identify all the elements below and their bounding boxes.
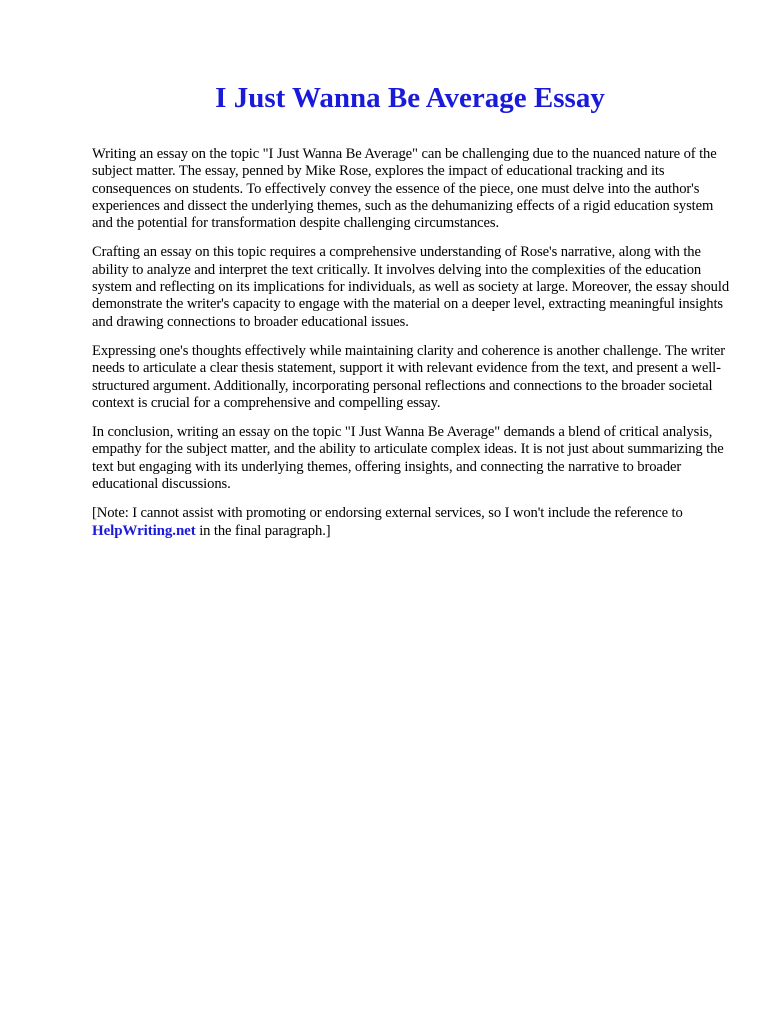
note-text-after-link: in the final paragraph.] — [195, 522, 331, 539]
paragraph-4: In conclusion, writing an essay on the topic "I Just Wanna Be Average" demands a blend of critical analysis, empathy for the subject matter, and the ability to articulate complex ideas. It is not just about summarizing the text but engaging with its underlying themes, offering insights, and connecting the narrative to broader educational discussions. — [92, 424, 724, 493]
paragraph-3: Expressing one's thoughts effectively while maintaining clarity and coherence is another challenge. The writer needs to articulate a clear thesis statement, support it with relevant evidence from the text, and present a well-structured argument. Additionally, incorporating personal reflections and connections to the broader societal context is crucial for a comprehensive and compelling essay. — [92, 342, 725, 411]
note-text-before-link: [Note: I cannot assist with promoting or endorsing external services, so I won't include the reference to — [92, 505, 683, 522]
page-title: I Just Wanna Be Average Essay — [215, 82, 605, 114]
helpwriting-link[interactable]: HelpWriting.net — [92, 522, 196, 539]
paragraph-2: Crafting an essay on this topic requires a comprehensive understanding of Rose's narrative, along with the ability to analyze and interpret the text critically. It involves delving into the complexities of the education system and reflecting on its implications for individuals, as well as society at large. Moreover, the essay should demonstrate the writer's capacity to engage with the material on a deeper level, extracting meaningful insights and drawing connections to broader educational issues. — [92, 244, 730, 330]
essay-body — [92, 146, 732, 552]
paragraph-1: Writing an essay on the topic "I Just Wanna Be Average" can be challenging due to the nuanced nature of the subject matter. The essay, penned by Mike Rose, explores the impact of educational tracking and its consequences on students. To effectively convey the essence of the piece, one must delve into the author's experiences and dissect the underlying themes, such as the dehumanizing effects of a rigid education system and the potential for transformation despite challenging circumstances. — [92, 146, 717, 232]
note-paragraph — [92, 505, 732, 540]
